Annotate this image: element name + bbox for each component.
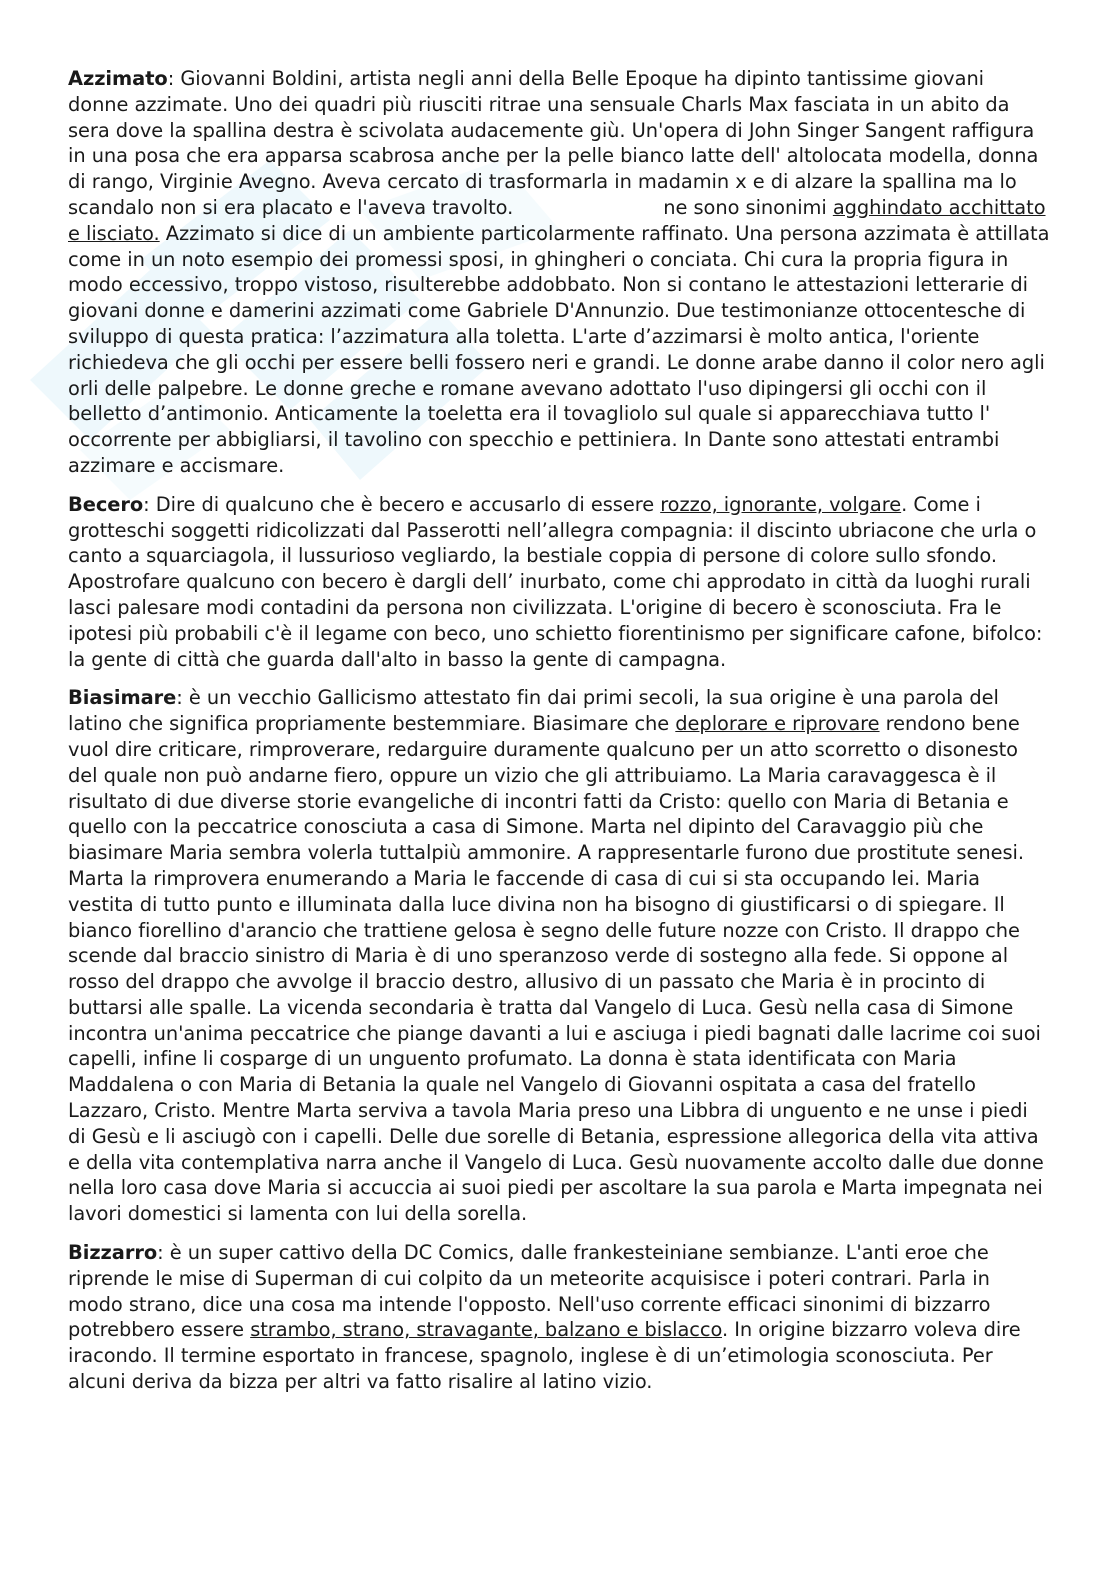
entry-text: : Giovanni Boldini, artista negli anni della Belle Epoque ha dipinto tantissime giovani donne azzimate. Uno dei quadri più riusciti ritrae una sensuale Charls Max fasciata in un abito da sera dove la spallina destra è scivolata audacemente giù. Un'opera di John Singer Sangent raffigura in una posa che era apparsa scabrosa anche per la pelle bianco latte dell' altolocata modella, donna di rango, Virginie Avegno. Aveva cercato di trasformarla in madamin x e di alzare la spallina ma lo scandalo non si era placato e l'aveva travolto. <box>68 67 1039 219</box>
underlined-synonyms: deplorare e riprovare <box>675 712 880 736</box>
entry-term: Becero <box>68 492 144 516</box>
entry-term: Biasimare <box>68 686 177 710</box>
entry-text: . Come i grotteschi soggetti ridicolizzati dal Passerotti nell’allegra compagnia: il discinto ubriacone che urla o canto a squarciagola, il lussurioso vegliardo, la bestiale coppia di persone di colore sullo sfondo. Apostrofare qualcuno con becero è dargli dell’ inurbato, come chi approdato in città da luoghi rurali lasci palesare modi contadini da persona non civilizzata. L'origine di becero è sconosciuta. Fra le ipotesi più probabili c'è il legame con beco, uno schietto fiorentinismo per significare cafone, bifolco: la gente di città che guarda dall'alto in basso la gente di campagna. <box>68 492 1043 671</box>
underlined-synonyms: strambo, strano, stravagante, balzano e bislacco <box>250 1318 722 1342</box>
entry-text: Azzimato si dice di un ambiente particolarmente raffinato. Una persona azzimata è attillata come in un noto esempio dei promessi sposi, in ghingheri o conciata. Chi cura la propria figura in modo eccessivo, troppo vistoso, risulterebbe addobbato. Non si contano le attestazioni letterarie di giovani donne e damerini azzimati come Gabriele D'Annunzio. Due testimonianze ottocentesche di sviluppo di questa pratica: l’azzimatura alla toletta. L'arte d’azzimarsi è molto antica, l'oriente richiedeva che gli occhi per essere belli fossero neri e grandi. Le donne arabe danno il color nero agli orli delle palpebre. Le donne greche e romane avevano adottato l'uso dipingersi gli occhi con il belletto d’antimonio. Anticamente la toeletta era il tovagliolo sul quale si apparecchiava tutto l' occorrente per abbigliarsi, il tavolino con specchio e pettiniera. In Dante sono attestati entrambi azzimare e accismare. <box>68 221 1050 477</box>
entry-becero <box>68 492 1050 673</box>
document-body <box>68 66 1050 1408</box>
entry-bizzarro <box>68 1240 1050 1395</box>
underlined-synonyms: agghindato acchittato e lisciato. <box>68 195 1046 245</box>
entry-biasimare <box>68 685 1050 1227</box>
underlined-synonyms: rozzo, ignorante, volgare <box>660 492 902 516</box>
entry-term: Bizzarro <box>68 1241 158 1265</box>
entry-text: : Dire di qualcuno che è becero e accusarlo di essere <box>143 492 661 516</box>
entry-azzimato <box>68 66 1050 479</box>
entry-text: rendono bene vuol dire criticare, rimproverare, redarguire duramente qualcuno per un atto scorretto o disonesto del quale non può andarne fiero, oppure un vizio che gli attribuiamo. La Maria caravaggesca è il risultato di due diverse storie evangeliche di incontri fatti da Cristo: quello con Maria di Betania e quello con la peccatrice conosciuta a casa di Simone. Marta nel dipinto del Caravaggio più che biasimare Maria sembra volerla tuttalpiù ammonire. A rappresentarle furono due prostitute senesi. Marta la rimprovera enumerando a Maria le faccende di casa di cui si sta occupando lei. Maria vestita di tutto punto e illuminata dalla luce divina non ha bisogno di giustificarsi o di spiegare. Il bianco fiorellino d'arancio che trattiene gelosa è segno delle future nozze con Cristo. Il drappo che scende dal braccio sinistro di Maria è di uno speranzoso verde di sostegno alla fede. Si oppone al rosso del drappo che avvolge il braccio destro, allusivo di un passato che Maria è in procinto di buttarsi alle spalle. La vicenda secondaria è tratta dal Vangelo di Luca. Gesù nella casa di Simone incontra un'anima peccatrice che piange davanti a lui e asciuga i piedi bagnati dalle lacrime coi suoi capelli, infine li cosparge di un unguento profumato. La donna è stata identificata con Maria Maddalena o con Maria di Betania la quale nel Vangelo di Giovanni ospitata a casa del fratello Lazzaro, Cristo. Mentre Marta serviva a tavola Maria preso una Libbra di unguento e ne unse i piedi di Gesù e li asciugò con i capelli. Delle due sorelle di Betania, espressione allegorica della vita attiva e della vita contemplativa narra anche il Vangelo di Luca. Gesù nuovamente accolto dalle due donne nella loro casa dove Maria si accuccia ai suoi piedi per ascoltare la sua parola e Marta impegnata nei lavori domestici si lamenta con lui della sorella. <box>68 712 1044 1226</box>
entry-text: ne sono sinonimi <box>663 195 833 219</box>
entry-text: : è un vecchio Gallicismo attestato fin dai primi secoli, la sua origine è una parola del latino che significa propriamente bestemmiare. Biasimare che <box>68 686 999 736</box>
entry-text: : è un super cattivo della DC Comics, dalle frankesteiniane sembianze. L'anti eroe che riprende le mise di Superman di cui colpito da un meteorite acquisisce i poteri contrari. Parla in modo strano, dice una cosa ma intende l'opposto. Nell'uso corrente efficaci sinonimi di bizzarro potrebbero essere <box>68 1241 991 1342</box>
entry-term: Azzimato <box>68 67 168 90</box>
entry-text: . In origine bizzarro voleva dire iracondo. Il termine esportato in francese, spagnolo, inglese è di un’etimologia sconosciuta. Per alcuni deriva da bizza per altri va fatto risalire al latino vizio. <box>68 1318 1021 1394</box>
